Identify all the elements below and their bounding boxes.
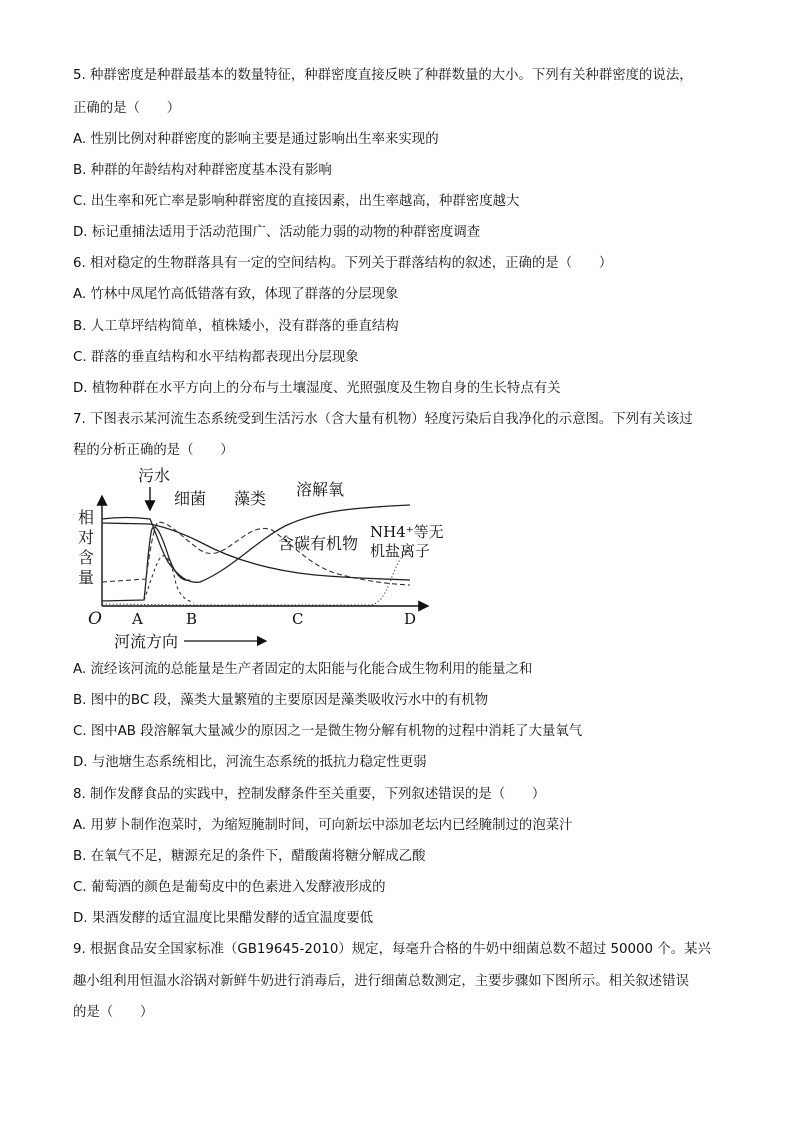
q8-stem: 8. 制作发酵食品的实践中，控制发酵条件至关重要，下列叙述错误的是（ ） [73,787,546,802]
q8-option-a: A. 用萝卜制作泡菜时，为缩短腌制时间，可向新坛中添加老坛内已经腌制过的泡菜汁 [73,818,573,833]
label-point-a: A [132,610,143,628]
label-algae: 藻类 [234,489,267,508]
label-point-c: C [292,610,304,628]
q6-option-c: C. 群落的垂直结构和水平结构都表现出分层现象 [73,350,359,365]
q7-option-c: C. 图中AB 段溶解氧大量减少的原因之一是微生物分解有机物的过程中消耗了大量氧气 [73,724,583,739]
q9-stem-line3: 的是（ ） [73,1005,154,1020]
q5-stem-line1: 5. 种群密度是种群最基本的数量特征，种群密度直接反映了种群数量的大小。下列有关种群密度的说法， [73,68,693,83]
label-dissolved-oxygen: 溶解氧 [296,480,345,499]
q7-stem-line2: 程的分析正确的是（ ） [73,443,234,458]
q7-option-b: B. 图中的BC 段，藻类大量繁殖的主要原因是藻类吸收污水中的有机物 [73,693,489,708]
q7-option-d: D. 与池塘生态系统相比，河流生态系统的抵抗力稳定性更弱 [73,755,427,770]
y-axis-label: 相对含量 [75,509,95,589]
river-purification-figure [70,464,450,656]
q5-option-b: B. 种群的年龄结构对种群密度基本没有影响 [73,163,332,178]
label-point-b: B [186,610,198,628]
q5-option-d: D. 标记重捕法适用于活动范围广、活动能力弱的动物的种群密度调查 [73,225,481,240]
label-river-direction: 河流方向 [114,632,179,651]
label-carbon-organics: 含碳有机物 [278,534,359,553]
label-origin: O [88,609,102,629]
q6-option-d: D. 植物种群在水平方向上的分布与土壤湿度、光照强度及生物自身的生长特点有关 [73,381,561,396]
q6-stem: 6. 相对稳定的生物群落具有一定的空间结构。下列关于群落结构的叙述，正确的是（ ） [73,256,613,271]
q9-stem-line2: 趣小组利用恒温水浴锅对新鲜牛奶进行消毒后，进行细菌总数测定，主要步骤如下图所示。相关叙述错误 [73,974,689,989]
q5-stem-line2: 正确的是（ ） [73,101,181,116]
dissolved-oxygen-curve [102,505,410,582]
label-sewage: 污水 [138,466,171,485]
q5-option-a: A. 性别比例对种群密度的影响主要是通过影响出生率来实现的 [73,132,439,147]
q5-option-c: C. 出生率和死亡率是影响种群密度的直接因素，出生率越高，种群密度越大 [73,194,520,209]
q6-option-b: B. 人工草坪结构简单，植株矮小，没有群落的垂直结构 [73,319,399,334]
label-point-d: D [404,610,417,628]
q8-option-c: C. 葡萄酒的颜色是葡萄皮中的色素进入发酵液形成的 [73,880,386,895]
q9-stem-line1: 9. 根据食品安全国家标准（GB19645-2010）规定，每毫升合格的牛奶中细菌总数不超过 50000 个。某兴 [73,942,711,957]
q8-option-d: D. 果酒发酵的适宜温度比果醋发酵的适宜温度要低 [73,911,374,926]
label-nh4-line1: NH4⁺等无 [370,523,444,541]
q6-option-a: A. 竹林中凤尾竹高低错落有致，体现了群落的分层现象 [73,287,399,302]
q8-option-b: B. 在氧气不足，糖源充足的条件下，醋酸菌将糖分解成乙酸 [73,849,426,864]
q7-option-a: A. 流经该河流的总能量是生产者固定的太阳能与化能合成生物利用的能量之和 [73,662,533,677]
label-bacteria: 细菌 [174,489,207,508]
q7-stem-line1: 7. 下图表示某河流生态系统受到生活污水（含大量有机物）轻度污染后自我净化的示意图。下列有关该过 [73,412,693,427]
label-nh4-line2: 机盐离子 [370,542,431,560]
bacteria-curve [102,527,190,601]
